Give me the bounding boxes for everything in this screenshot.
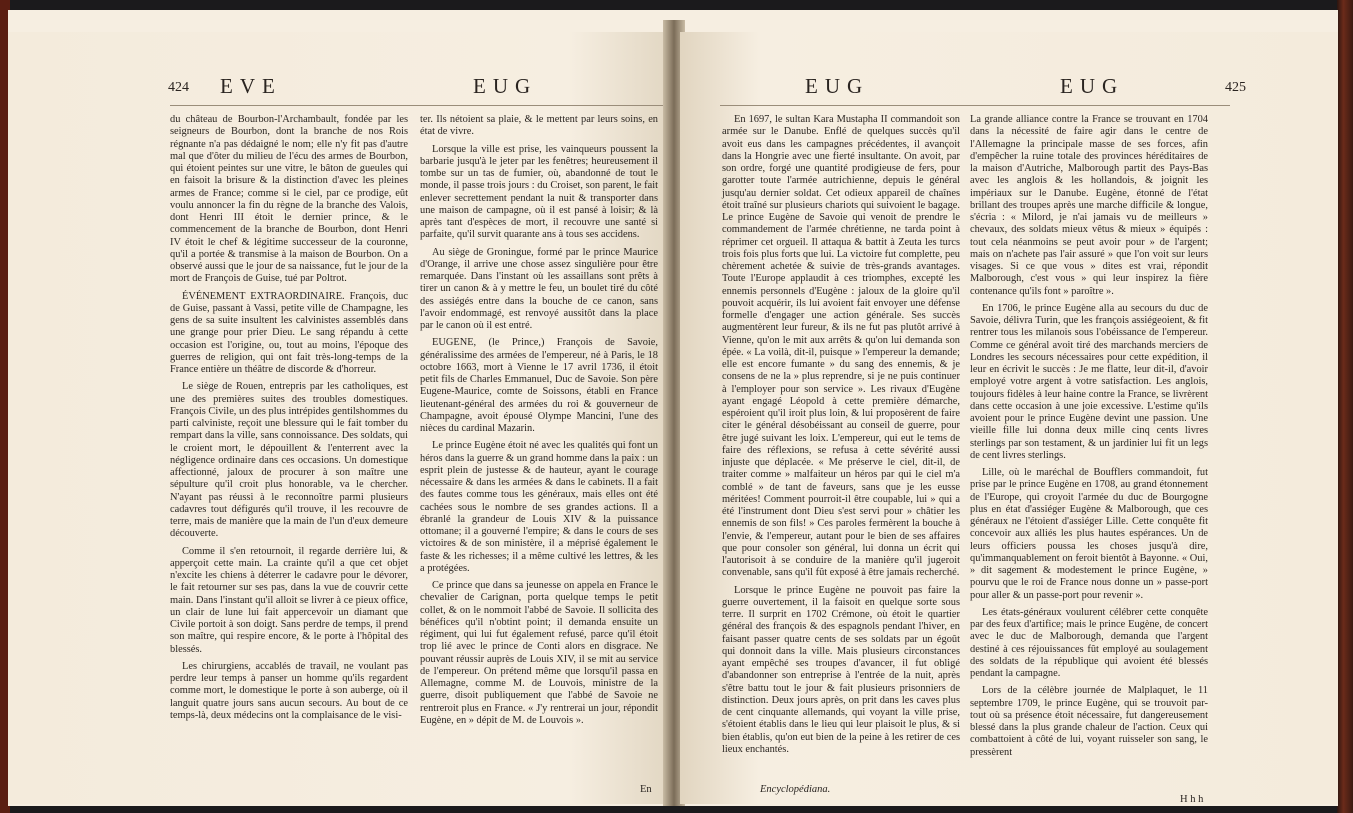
left-running-head <box>168 72 588 100</box>
paragraph: Le prince Eugène étoit né avec les qualités qui font un héros dans la guerre & un grand homme dans la paix : un esprit plein de justesse & de hauteur, ayant le courage nécessaire & dans les armées & dans le cabinets. Il a fait des fautes comme tous les généraux, mais elles ont été cachées sous le nombre de ses grandes actions. Il a ébranlé la grandeur de Louis XIV & la puissance ottomane; il a gouverné l'empire; & dans le cours de ses victoires & de son ministère, il a méprisé également le faste & les richesses; il a même cultivé les lettres, & les a protégées. <box>420 440 658 574</box>
paragraph: Lille, où le maréchal de Boufflers commandoit, fut prise par le prince Eugène en 1708, au grand étonnement de l'Europe, qui croyoit l'armée du duc de Bourgogne plus en état d'assiéger Eugène & Malborough, que ces généraux ne l'étoient d'assiéger Lille. Cette conquête fit concevoir aux alliés les plus hautes espérances. Un de leurs officiers poussa les choses jusqu'à dire, qu'immanquablement on feroit bientôt à Bayonne. « Oui, » dit sagement & modestement le prince Eugène, » pourvu que le roi de France nous donne un » passe-port pour aller & un passe-port pour revenir ». <box>970 467 1208 601</box>
paragraph: En 1706, le prince Eugène alla au secours du duc de Savoie, délivra Turin, que les françois assiégeoient, & fit rentrer tous les milanois sous l'obéissance de l'empereur. Comme ce général avoit tiré des marchands merciers de Londres les secours nécessaires pour cette expédition, il leur en écrivit le succès : Je me flatte, leur dit-il, d'avoir employé votre argent à votre satisfaction. Les anglois, toujours fidèles à leur haine contre la France, se livrèrent dans cette occasion à une joie excessive. L'estime qu'ils avoient pour le prince Eugène devint une passion. Une vieille fille lui donna deux mille cinq cents livres sterlings par son testament, & un jardinier lui fit un legs de cent livres sterlings. <box>970 302 1208 461</box>
left-page <box>8 32 668 804</box>
paragraph: Au siège de Groningue, formé par le prince Maurice d'Orange, il arrive une chose assez singulière pour être remarquée. Dans l'instant où les assaillans sont prêts à tirer un canon & à y mettre le feu, un boulet tiré du côté des assiégés entre dans la bouche de ce canon, sans l'avoir endommagé, est renvoyé aussitôt dans la place par le canon où il est entré. <box>420 246 658 331</box>
running-head-word: EUG <box>805 74 870 98</box>
paragraph: Lors de la célèbre journée de Malplaquet, le 11 septembre 1709, le prince Eugène, qui se trouvoit par-tout où sa présence étoit nécessaire, fut dangereusement blessé dans la plus grande chaleur de l'action. Ceux qui combattoient à côté de lui, voyant ruisseler son sang, le pressèrent <box>970 685 1208 758</box>
paragraph: Ce prince que dans sa jeunesse on appela en France le chevalier de Carignan, porta quelque temps le petit collet, & on le nommoit l'abbé de Savoie. Il sollicita des bénéfices qu'il n'obtint point; il demanda ensuite un régiment, qui lui fut également refusé, parce qu'il étoit trop lié avec le prince de Conti alors en disgrace. Ne pouvant réussir auprès de Louis XIV, il se mit au service de l'empereur. On prétend même que lorsqu'il passa en Allemagne, comme M. de Louvois, ministre de la guerre, disoit publiquement que l'abbé de Savoie ne rentreroit plus en France. « J'y rentrerai un jour, répondit Eugène, en » dépit de M. de Louvois ». <box>420 580 658 726</box>
left-page-column-2 <box>420 114 658 732</box>
paragraph: Le siège de Rouen, entrepris par les catholiques, est une des premières suites des troubles domestiques. François Civile, un des plus intrépides gentilshommes du parti calviniste, reçoit une blessure qui le fait tomber du rempart dans la ville, sans connoissance. Des soldats, qui le croient mort, le dépouillent & l'enterrent avec la négligence ordinaire dans ces occasions. Un domestique affectionné, jaloux de procurer à son maître une sépulture qu'il croit plus honorable, va le chercher. N'ayant pas réussi à le reconnoître parmi plusieurs cadavres tout défigurés qu'il trouve, il les recouvre de terre, mais de manière que la main de l'un d'eux demeure découverte. <box>170 381 408 540</box>
catchword: H h h <box>1180 794 1204 804</box>
running-head-word: EUG <box>473 74 538 98</box>
page-number: 424 <box>168 80 189 95</box>
catchword: En <box>640 784 652 795</box>
paragraph: du château de Bourbon-l'Archambault, fondée par les seigneurs de Bourbon, dont la branche de nos Rois régnante n'a pas dédaigné le nom; elle n'y fit pas d'autre mal que d'ôter du milieu de l'écu des armes de Bourbon, qui étoient peintes sur une vitre, le bâton de gueules qui en faisoit la brisure & la distinction d'avec les pleines armes de France; comme si le ciel, par ce prodige, eût voulu annoncer la fin du règne de la branche des Valois, dont Henri III étoit le dernier prince, & le commencement de la branche de Bourbon, dont Henri IV étoit le chef & légitime successeur de la couronne, qu'il a portée & transmise à la maison de Bourbon. On a observé aussi que le jour de sa naissance, fut le jour de la mort de François de Guise, tué par Poltrot. <box>170 114 408 285</box>
book-cover-edge-right <box>1337 0 1353 813</box>
right-page-column-2 <box>970 114 1208 764</box>
paragraph: Lorsque la ville est prise, les vainqueurs poussent la barbarie jusqu'à le jeter par les fenêtres; heureusement il tombe sur un tas de fumier, où, abandonné de tout le monde, il passe trois jours : du Croiset, son parent, le fait enlever secrettement pendant la nuit & transporter dans une maison de campagne, où il est pansé à loisir; & là après tant d'espèces de mort, il recouvre une santé si parfaite, qu'il survit quarante ans à tous ses accidens. <box>420 143 658 241</box>
paragraph: En 1697, le sultan Kara Mustapha II commandoit son armée sur le Danube. Enflé de quelques succès qu'il avoit eus dans les campagnes précédentes, il avançoit dans la Hongrie avec une fierté insultante. On avoit, par son ordre, forgé une quantité prodigieuse de fers, pour garotter toute l'armée autrichienne, depuis le général jusqu'au dernier soldat. Cet odieux appareil de chaînes étoit traîné sur plusieurs chariots qui suivoient le bagage. Le prince Eugène de Savoie qui venoit de prendre le commandement de l'armée chrétienne, ne tarda point à réprimer cet orgueil. Il attaqua & battit à Zeuta les turcs trois fois plus forts que lui. La victoire fut complette, peu chèrement achetée & suivie de très-grands avantages. Toute l'Europe applaudit à ces triomphes, excepté les ennemis personnels d'Eugène : jaloux de la gloire qu'il pouvoit acquérir, ils lui avoient fait envoyer une défense formelle d'engager une action générale. Ses succès augmentèrent leur fureur, & ils ne fut pas plutôt arrivé à Vienne, qu'on le mit aux arrêts & qu'on lui demanda son épée. « La voilà, dit-il, puisque » l'empereur la demande; elle est encore fumante » du sang des ennemis, & je consens de ne la » plus reprendre, si je ne puis continuer à l'employer pour son service ». Les rivaux d'Eugène ayant engagé Léopold à cette première démarche, espéroient qu'il iroit plus loin, & lui proposèrent de faire citer le général désobéissant au conseil de guerre, pour être jugé suivant les loix. L'empereur, qui eut le tems de faire des réflexions, se refusa à cette sévérité aussi injuste que déplacée. « Me préserve le ciel, dit-il, de traiter comme » malfaiteur un héros par qui le ciel m'a comblé » de tant de faveurs, sans que je les eusse méritées! Comment pourroit-il être coupable, lui » qui a été l'instrument dont Dieu s'est servi pour » châtier les ennemis de son fils! » Ces paroles fermèrent la bouche à l'envie, & l'empereur, autant pour le bien de ses affaires que pour consoler son général, lui donna un écrit qui l'autorisoit à se conduire de la manière qu'il jugeroit convenable, sans qu'il fût exposé à être jamais recherché. <box>722 114 960 579</box>
paragraph: Les états-généraux voulurent célébrer cette conquête par des feux d'artifice; mais le prince Eugène, de concert avec le duc de Malborough, demanda que l'argent destiné à ces réjouissances fût employé au soulagement des soldats de la république qui avoient été blessés pendant la campagne. <box>970 606 1208 679</box>
running-head-word: EVE <box>220 74 282 98</box>
paragraph: Les chirurgiens, accablés de travail, ne voulant pas perdre leur temps à panser un homme qu'ils regardent comme mort, le domestique le porte à son auberge, où il languit quatre jours sans aucun secours. Au bout de ce temps-là, deux médecins ont la complaisance de le visi- <box>170 660 408 721</box>
paragraph: ter. Ils nétoient sa plaie, & le mettent par leurs soins, en état de vivre. <box>420 114 658 138</box>
header-rule <box>720 105 1230 106</box>
paragraph: Lorsque le prince Eugène ne pouvoit pas faire la guerre ouvertement, il la faisoit en quelque sorte sous terre. Il surprit en 1702 Crémone, où étoit le quartier général des françois & des espagnols pendant l'hiver, en faisant passer quatre cents de ses soldats par un égoût qui donnoit dans la ville. Mais plusieurs circonstances ayant empêché ses troupes d'avancer, il fut obligé d'abandonner son entreprise à l'entrée de la nuit, après s'être battu tout le jour & fait plusieurs prisonniers de distinction. Deux jours après, on prit dans les caves plus de cent cinquante allemands, qui voyant la ville prise, s'étoient établis dans le lieu qui leur plaisoit le plus, & si bien établis, qu'on eut bien de la peine à les retirer de ces lieux enchantés. <box>722 584 960 755</box>
right-page-column-1 <box>722 114 960 761</box>
running-head-word: EUG <box>1060 74 1125 98</box>
left-page-column-1 <box>170 114 408 727</box>
header-rule <box>170 105 668 106</box>
open-book <box>8 10 1338 806</box>
signature-mark: Encyclopédiana. <box>760 784 831 795</box>
page-number: 425 <box>1225 80 1246 95</box>
paragraph: La grande alliance contre la France se trouvant en 1704 dans la nécessité de faire agir dans le centre de l'Allemagne la principale masse de ses forces, afin d'empêcher la ruine totale des provinces héréditaires de la maison d'Autriche, Malborough partit des Pays-Bas avec les anglois & les hollandois, & joignit les impériaux sur le Danube. Eugène, étonné de l'état brillant des troupes après une marche difficile & longue, s'écria : « Milord, je n'ai jamais vu de meilleurs » chevaux, des soldats mieux vêtus & mieux » équipés : tout cela néanmoins se peut avoir pour » de l'argent; mais on n'achete pas l'air assuré » que l'on voit sur leurs visages. Si ce que vous » dites est vrai, répondit Malborough, c'est vous » qui leur inspirez la fière contenance qu'ils font » paroître ». <box>970 114 1208 297</box>
paragraph: ÉVÉNEMENT EXTRAORDINAIRE. François, duc de Guise, passant à Vassi, petite ville de Champagne, les gens de sa suite insultent les calvinistes assemblés dans une grange pour prier Dieu. Le sang répandu à cette occasion est l'origine, ou, tout au moins, l'époque des guerres de religion, qui ont fait très-long-temps de la France entière un théâtre de discorde & d'horreur. <box>170 290 408 375</box>
paragraph: EUGENE, (le Prince,) François de Savoie, généralissime des armées de l'empereur, né à Paris, le 18 octobre 1663, mort à Vienne le 17 avril 1736, il étoit petit fils de Charles Emmanuel, Duc de Savoie. Son père Eugene-Maurice, comte de Soissons, établi en France lieutenant-général des armées du roi & gouverneur de Champagne, avoit épousé Olympe Mancini, l'une des nièces du cardinal Mazarin. <box>420 337 658 434</box>
right-running-head <box>805 72 1265 100</box>
paragraph: Comme il s'en retournoit, il regarde derrière lui, & apperçoit cette main. La crainte qu'il a que cet objet n'excite les chiens à déterrer le cadavre pour le dévorer, le fait retourner sur ses pas, dans la vue de couvrir cette main. Dans l'instant qu'il alloit se livrer à ce pieux office, un clair de lune lui fait appercevoir un diamant que Civile portoit à son doigt. Sans perdre de temps, il prend son maître, qui respire encore, & le porte à l'hôpital des blessés. <box>170 545 408 655</box>
right-page <box>680 32 1338 804</box>
